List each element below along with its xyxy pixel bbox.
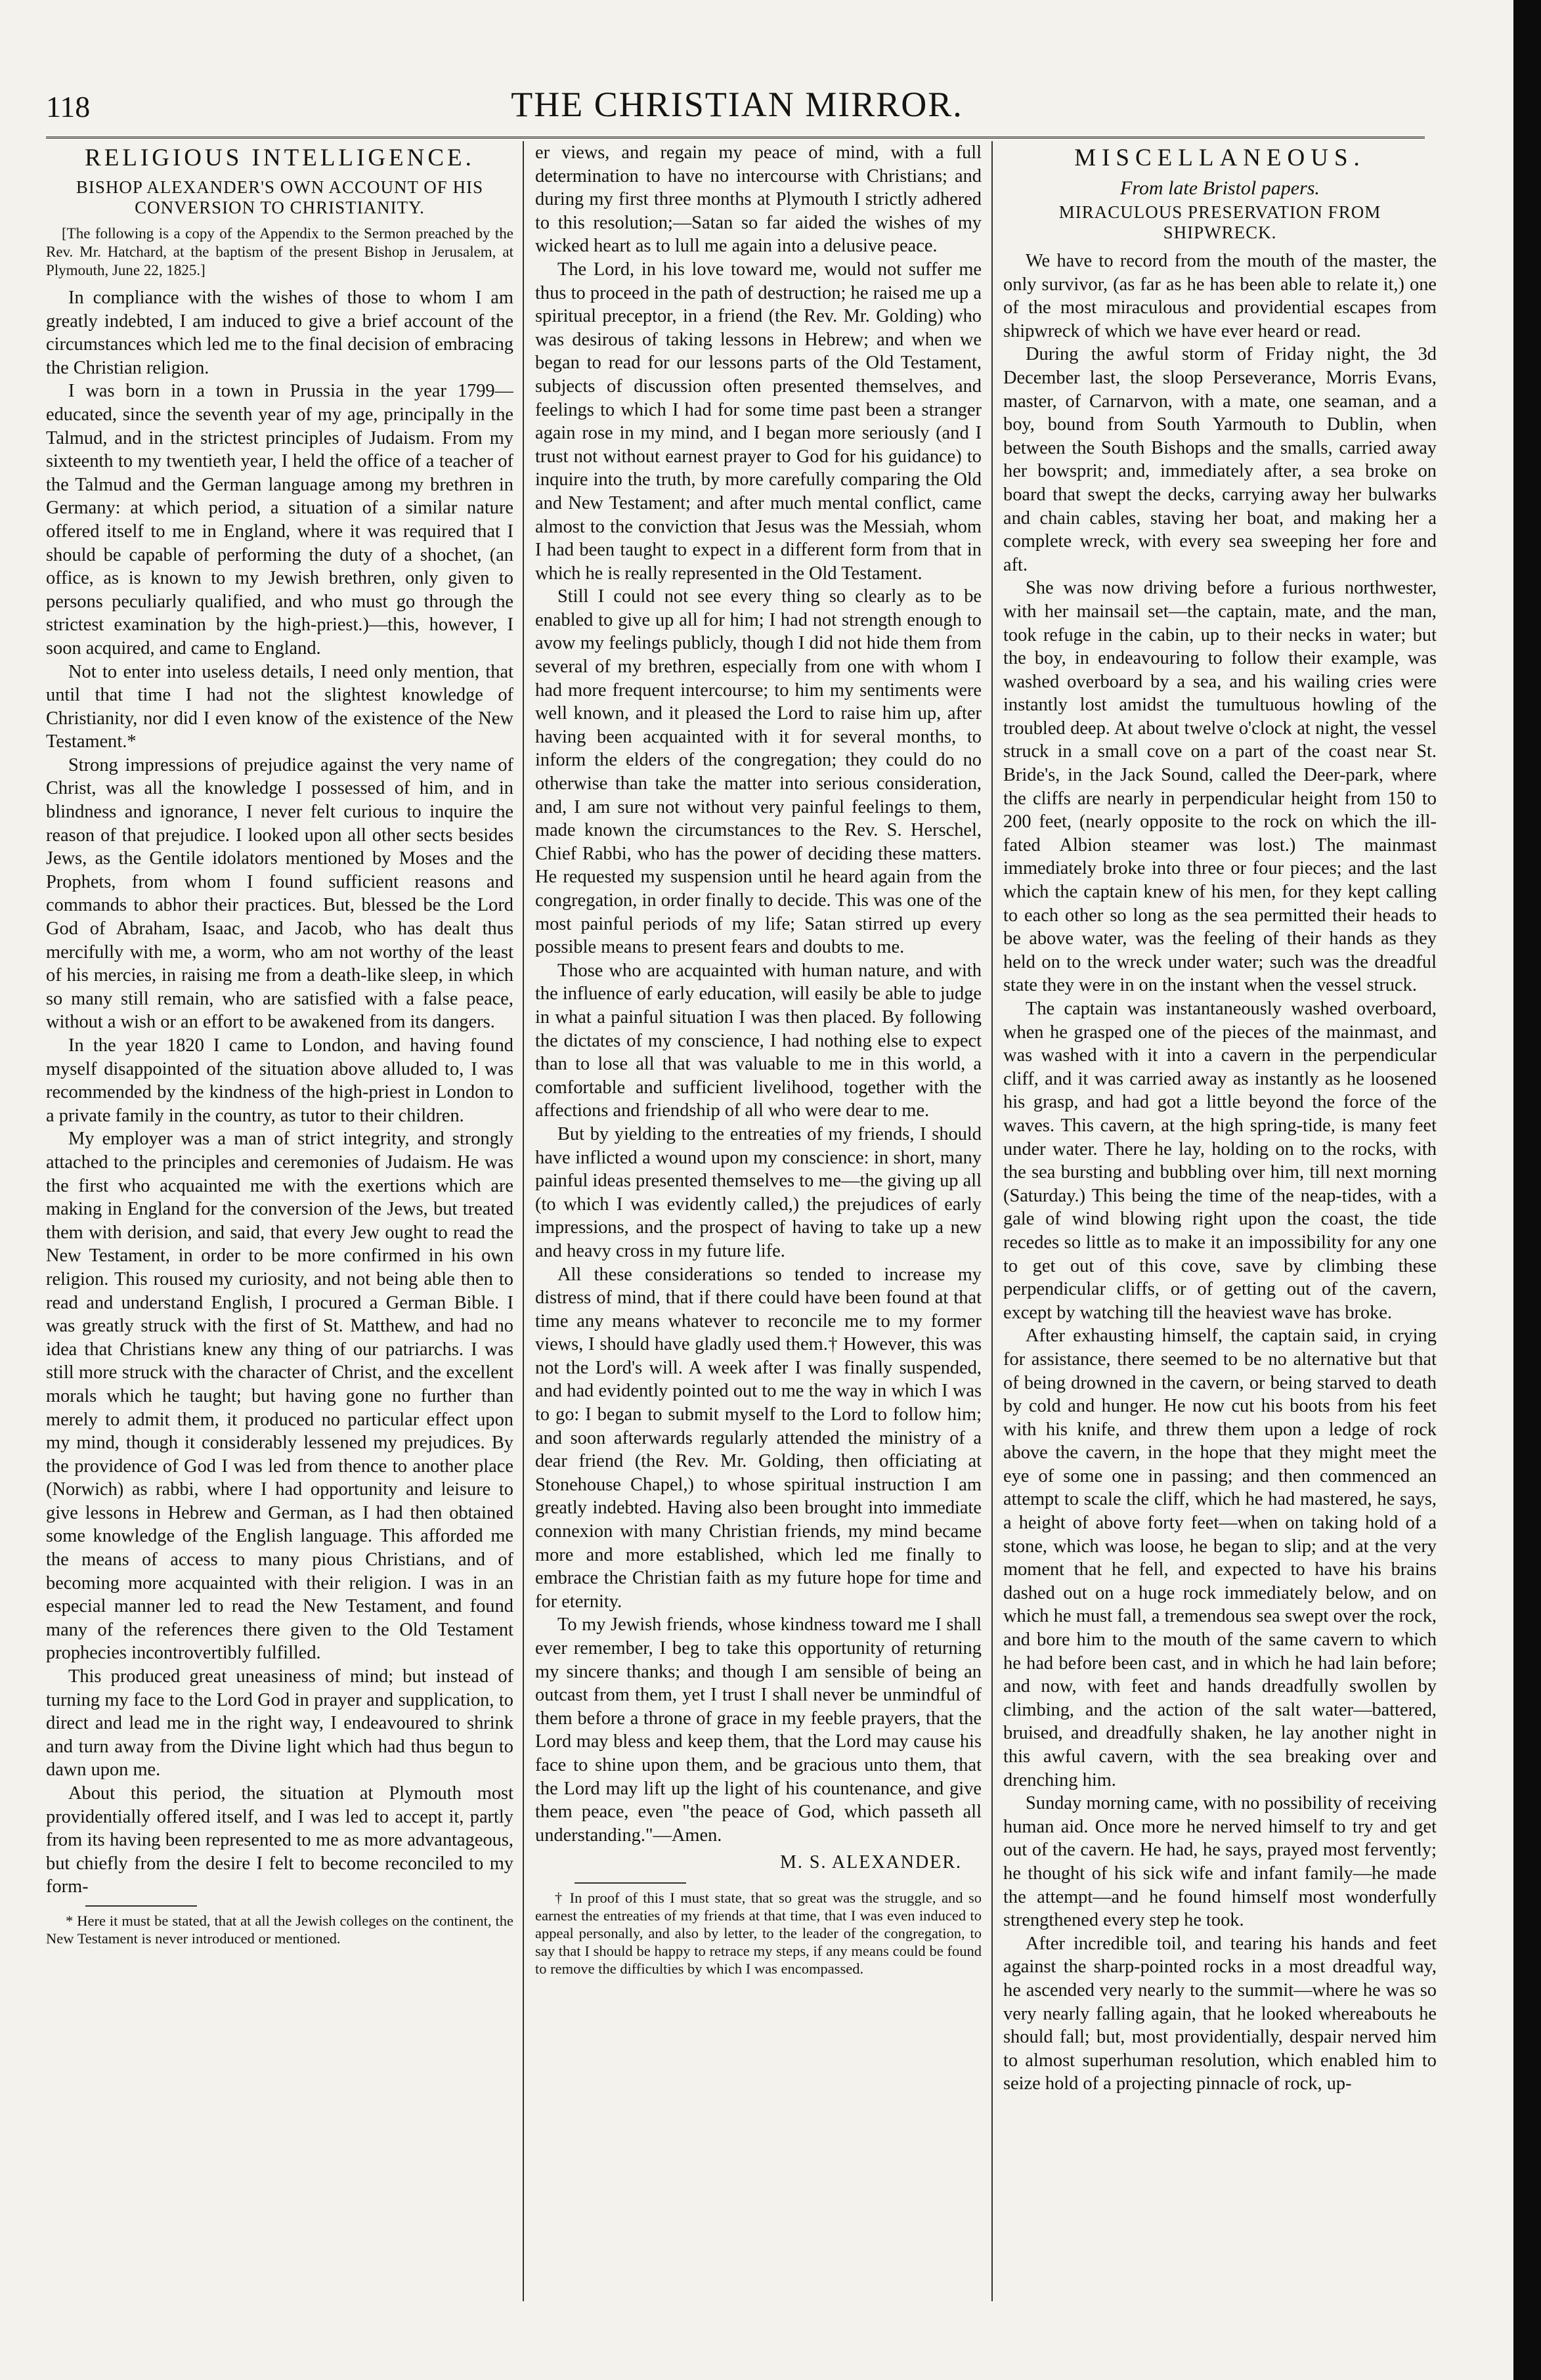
paragraph: In the year 1820 I came to London, and having found myself disappointed of the situation above alluded to, I was recommended by the kindness of the high-priest in London to a private family in the country, as tutor to their children. (46, 1035, 513, 1126)
paragraph: All these considerations so tended to increase my distress of mind, that if there could have been found at that time any means whatever to reconcile me to my former views, I should have gladly used them.† However, this was not the Lord's will. A week after I was finally suspended, and had evidently pointed out to me the way in which I was to go: I began to submit myself to the Lord to follow him; and soon afterwards regularly attended the ministry of a dear friend (the Rev. Mr. Golding, then officiating at Stonehouse Chapel,) to whose spiritual instruction I am greatly indebted. Having also been brought into immediate connexion with many Christian friends, my mind became more and more established, which led me finally to embrace the Christian faith as my future hope for time and for eternity. (535, 1264, 982, 1612)
section-heading: MISCELLANEOUS. (1074, 144, 1366, 171)
article-intro: [The following is a copy of the Appendix to the Sermon preached by the Rev. Mr. Hatchard, at the baptism of the present Bishop in Jerusalem, at Plymouth, June 22, 1825.] (46, 225, 513, 278)
page-number: 118 (46, 90, 91, 123)
paragraph: Strong impressions of prejudice against the very name of Christ, was all the knowledge I possessed of him, and in blindness and ignorance, I never felt curious to inquire the reason of that prejudice. I looked upon all other sects besides Jews, as the Gentile idolators mentioned by Moses and the Prophets, from whom I found sufficient reasons and commands to abhor their practices. But, blessed be the Lord God of Abraham, Isaac, and Jacob, who has dealt thus mercifully with me, a worm, who am not worthy of the least of his mercies, in raising me from a death-like sleep, in which so many still remain, who are satisfied with a false peace, without a wish or an effort to be awakened from its dangers. (46, 754, 513, 1033)
article-body (535, 141, 982, 1847)
header-rule (46, 137, 1425, 139)
page-header (46, 84, 1428, 137)
paragraph: This produced great uneasiness of mind; but instead of turning my face to the Lord God in prayer and supplication, to direct and lead me in the right way, I endeavoured to shrink and turn away from the Divine light which had thus begun to dawn upon me. (46, 1666, 513, 1781)
paragraph: During the awful storm of Friday night, the 3d December last, the sloop Perseverance, Morris Evans, master, of Carnarvon, with a mate, one seaman, and a boy, bound from South Yarmouth to Dublin, when between the South Bishops and the smalls, carried away her bowsprit; and, immediately after, a sea broke on board that swept the decks, carrying away her bulwarks and chain cables, staving her boat, and making her a complete wreck, with every sea sweeping her fore and aft. (1003, 344, 1437, 575)
article-title: BISHOP ALEXANDER'S OWN ACCOUNT OF HIS CONVERSION TO CHRISTIANITY. (76, 177, 484, 217)
column-3 (1003, 141, 1437, 2321)
column-1 (46, 141, 513, 2321)
paragraph: Sunday morning came, with no possibility of receiving human aid. Once more he nerved himself to try and get out of the cavern. He had, he says, prayed most fervently; he thought of his sick wife and infant family—he made the attempt—and he found himself most wonderfully strengthened every step he took. (1003, 1793, 1437, 1931)
signature: M. S. ALEXANDER. (779, 1852, 962, 1873)
paragraph: She was now driving before a furious northwester, with her mainsail set—the captain, mate, and the man, took refuge in the cabin, up to their necks in water; but the boy, in endeavouring to follow their example, was washed overboard by a sea, and his wailing cries were instantly lost amidst the tumultuous howling of the troubled deep. At about twelve o'clock at night, the vessel struck in a small cove on a part of the coast near St. Bride's, in the Jack Sound, called the Deer-park, where the cliffs are nearly in perpendicular height from 150 to 200 feet, (nearly opposite to the rock on which the ill-fated Albion steamer was lost.) The mainmast immediately broke into three or four pieces; and the last which the captain knew of his men, for they kept calling to each other so long as the sea permitted their heads to be above water, was the feeling of their hands as they held on to the wreck under water; such was the dreadful state they were in on the instant when the vessel struck. (1003, 578, 1437, 996)
column-divider (523, 141, 524, 2301)
paragraph: We have to record from the mouth of the master, the only survivor, (as far as he has been able to relate it,) one of the most miraculous and providential escapes from shipwreck of which we have ever heard or read. (1003, 251, 1437, 341)
paragraph: My employer was a man of strict integrity, and strongly attached to the principles and ceremonies of Judaism. He was the first who acquainted me with the exertions which are making in England for the conversion of the Jews, but treated them with derision, and said, that every Jew ought to read the New Testament, in order to be more confirmed in his own religion. This roused my curiosity, and not being able then to read and understand English, I procured a German Bible. I was greatly struck with the first of St. Matthew, and had no idea that Christians knew any thing of our patriarchs. I was still more struck with the character of Christ, and the excellent morals which he taught; but having gone no further than merely to admit them, it produced no particular effect upon my mind, though it considerably lessened my prejudices. By the providence of God I was led from thence to another place (Norwich) as rabbi, where I had opportunity and leisure to give lessons in Hebrew and German, as I had then obtained some knowledge of the English language. This afforded me the means of access to many pious Christians, and of becoming more acquainted with their religion. I was in an especial manner led to read the New Testament, and found many of the references there given to the Old Testament prophecies incontrovertibly fulfilled. (46, 1129, 513, 1664)
paragraph: To my Jewish friends, whose kindness toward me I shall ever remember, I beg to take this opportunity of returning my sincere thanks; and though I am sensible of being an outcast from them, yet I trust I shall never be unmindful of them before a throne of grace in my feeble prayers, that the Lord may bless and keep them, that the Lord may cause his face to shine upon them, and be gracious unto them, that the Lord may lift up the light of his countenance, and give them peace, even "the peace of God, which passeth all understanding."—Amen. (535, 1614, 982, 1846)
paragraph: Those who are acquainted with human nature, and with the influence of early education, will easily be able to judge in what a painful situation I was then placed. By following the dictates of my conscience, I had nothing else to expect than to lose all that was valuable to me in this world, a comfortable and sufficient livelihood, together with the affections and friendship of all who were dear to me. (535, 960, 982, 1121)
column-divider (991, 141, 993, 2301)
paragraph: I was born in a town in Prussia in the year 1799—educated, since the seventh year of my age, principally in the Talmud, and in the strictest principles of Judaism. From my sixteenth to my twentieth year, I held the office of a teacher of the Talmud and the German language among my brethren in Germany: at which period, a situation of a similar nature offered itself to me in England, where it was required that I should be capable of performing the duty of a shochet, (an office, as is known to my Jewish brethren, only given to persons peculiarly qualified, and who must go through the strictest examination by the high-priest.)—this, however, I soon acquired, and came to England. (46, 381, 513, 659)
footnote-rule (575, 1882, 686, 1884)
scan-edge (1513, 0, 1541, 2380)
paragraph: The Lord, in his love toward me, would not suffer me thus to proceed in the path of destruction; he raised me up a spiritual preceptor, in a friend (the Rev. Mr. Golding) who was desirous of taking lessons in Hebrew; and when we began to read for our lessons parts of the Old Testament, subjects of discussion often presented themselves, and feelings to which I had for some time past been a stranger again rose in my mind, and I began more seriously (and I trust not without earnest prayer to God for his guidance) to inquire into the truth, by more carefully comparing the Old and New Testament; and after much mental conflict, came almost to the conviction that Jesus was the Messiah, whom I had been taught to expect in a different form from that in which he is really represented in the Old Testament. (535, 259, 982, 584)
paragraph: Not to enter into useless details, I need only mention, that until that time I had not the slightest knowledge of Christianity, nor did I even know of the existence of the New Testament.* (46, 661, 513, 752)
article-body (46, 286, 513, 1899)
footnote: * Here it must be stated, that at all the Jewish colleges on the continent, the New Testament is never introduced or mentioned. (46, 1912, 513, 1947)
column-2 (535, 141, 982, 2321)
paragraph: In compliance with the wishes of those to whom I am greatly indebted, I am induced to give a brief account of the circumstances which led me to the final decision of embracing the Christian religion. (46, 288, 513, 378)
paragraph: After incredible toil, and tearing his hands and feet against the sharp-pointed rocks in a most dreadful way, he ascended very nearly to the summit—where he was so very nearly falling again, that he looked whereabouts he should fall; but, most providentially, despair nerved him to almost superhuman resolution, which enabled him to seize hold of a projecting pinnacle of rock, up- (1003, 1933, 1437, 2094)
paragraph: But by yielding to the entreaties of my friends, I should have inflicted a wound upon my conscience: in short, many painful ideas presented themselves to me—the giving up all (to which I was evidently called,) the prejudices of early impressions, and the prospect of having to take up a new and heavy cross in my future life. (535, 1123, 982, 1261)
paragraph: After exhausting himself, the captain said, in crying for assistance, there seemed to be no alternative but that of being drowned in the cavern, or being starved to death by cold and hunger. He now cut his boots from his feet with his knife, and threw them upon a ledge of rock above the cavern, in the hope that they might meet the eye of some one in passing; and then commenced an attempt to scale the cliff, which he had mastered, he says, a height of above forty feet—when on taking hold of a stone, which was loose, he began to slip; and at the very moment that he fell, and expected to have his brains dashed out on a huge rock immediately below, and on which he must fall, a tremendous sea swept over the rock, and bore him to the mouth of the same cavern to which he had before been cast, and in which he had lain before; and now, with feet and hands dreadfully swollen by climbing, and the action of the salt water—battered, bruised, and dreadfully shaken, he lay another night in this awful cavern, with the sea breaking over and drenching him. (1003, 1326, 1437, 1790)
footnote: † In proof of this I must state, that so great was the struggle, and so earnest the entreaties of my friends at that time, that I was even induced to appeal personally, and also by letter, to the leader of the congregation, to say that I should be happy to retrace my steps, if any means could be found to remove the difficulties by which I was encompassed. (535, 1890, 982, 1978)
article-title: MIRACULOUS PRESERVATION FROM SHIPWRECK. (1058, 202, 1381, 242)
paragraph: About this period, the situation at Plymouth most providentially offered itself, and I was led to accept it, partly from its having been represented to me as more advantageous, but chiefly from the desire I felt to become reconciled to my form- (46, 1783, 513, 1897)
paragraph: er views, and regain my peace of mind, with a full determination to have no intercourse with Christians; and during my first three months at Plymouth I strictly adhered to this resolution;—Satan so far aided the wishes of my wicked heart as to lull me again into a delusive peace. (535, 142, 982, 257)
paragraph: The captain was instantaneously washed overboard, when he grasped one of the pieces of the mainmast, and was washed with it into a cavern in the perpendicular cliff, and it was carried away as instantly as he loosened his grasp, and had got a little beyond the force of the waves. This cavern, at the high spring-tide, is many feet under water. There he lay, holding on to the rocks, with the sea bursting and bubbling over him, till next morning (Saturday.) This being the time of the neap-tides, with a gale of wind blowing right upon the coast, the tide recedes so little as to make it an impossibility for any one to get out of this cove, save by climbing these perpendicular cliffs, or of getting out of the cavern, except by watching till the heaviest wave has broke. (1003, 999, 1437, 1323)
paragraph: Still I could not see every thing so clearly as to be enabled to give up all for him; I had not strength enough to avow my feelings publicly, though I did not hide them from several of my brethren, especially from one with whom I had more frequent intercourse; to him my sentiments were well known, and it pleased the Lord to raise him up, after having been acquainted with it for several months, to inform the elders of the congregation; they could do no otherwise than take the matter into serious consideration, and, I am sure not without very painful feelings to them, made known the circumstances to the Rev. S. Herschel, Chief Rabbi, who has the power of deciding these matters. He requested my suspension until he heard again from the congregation, in order finally to decide. This was one of the most painful periods of my life; Satan stirred up every possible means to present fears and doubts to me. (535, 586, 982, 958)
section-heading: RELIGIOUS INTELLIGENCE. (85, 144, 475, 171)
footnote-rule (85, 1905, 197, 1907)
article-body (1003, 249, 1437, 2096)
running-title: THE CHRISTIAN MIRROR. (511, 85, 963, 124)
source-line: From late Bristol papers. (1120, 177, 1320, 199)
